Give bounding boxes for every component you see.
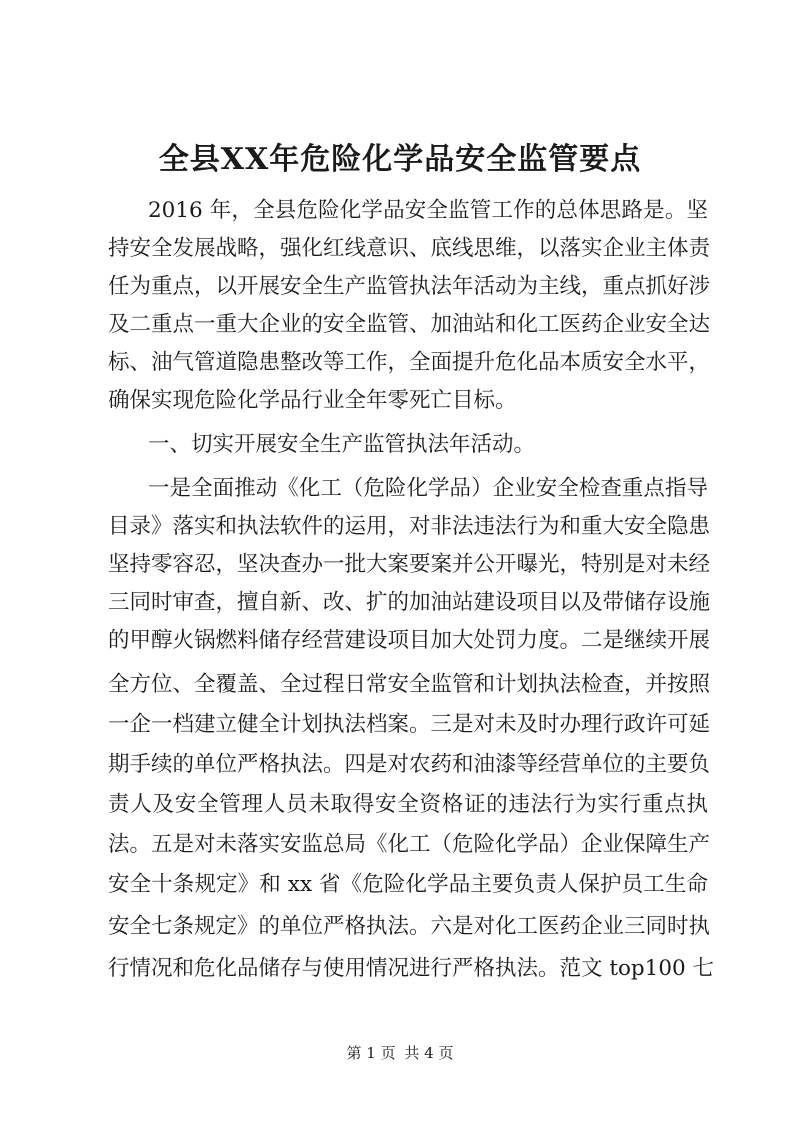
- body-line: 三同时审查，擅自新、改、扩的加油站建设项目以及带储存设施: [108, 590, 711, 615]
- body-line: 的甲醇火锅燃料储存经营建设项目加大处罚力度。二是继续开展: [108, 628, 711, 653]
- body-line: 全方位、全覆盖、全过程日常安全监管和计划执法检查，并按照: [108, 672, 711, 697]
- body-line: 安全十条规定》和 xx 省《危险化学品主要负责人保护员工生命: [108, 872, 708, 897]
- page-number: 第 1 页: [346, 1044, 396, 1062]
- body-line: 标、油气管道隐患整改等工作，全面提升危化品本质安全水平，: [108, 350, 711, 375]
- body-line: 2016 年，全县危险化学品安全监管工作的总体思路是。坚: [148, 198, 708, 223]
- body-line: 及二重点一重大企业的安全监管、加油站和化工医药企业安全达: [108, 312, 711, 337]
- body-line: 期手续的单位严格执法。四是对农药和油漆等经营单位的主要负: [108, 752, 711, 777]
- body-line: 坚持零容忍，坚决查办一批大案要案并公开曝光，特别是对未经: [108, 552, 711, 577]
- body-line: 一企一档建立健全计划执法档案。三是对未及时办理行政许可延: [108, 712, 711, 737]
- document-title: 全县XX年危险化学品安全监管要点: [158, 142, 642, 177]
- body-line: 任为重点，以开展安全生产监管执法年活动为主线，重点抓好涉: [108, 274, 711, 299]
- body-line: 法。五是对未落实安监总局《化工（危险化学品）企业保障生产: [108, 832, 711, 857]
- body-line: 安全七条规定》的单位严格执法。六是对化工医药企业三同时执: [108, 914, 711, 939]
- body-line: 确保实现危险化学品行业全年零死亡目标。: [108, 388, 517, 413]
- page-total: 共 4 页: [404, 1044, 454, 1062]
- body-line: 行情况和危化品储存与使用情况进行严格执法。范文 top100 七: [108, 956, 715, 981]
- body-line: 目录》落实和执法软件的运用，对非法违法行为和重大安全隐患: [108, 514, 711, 539]
- section-heading: 一、切实开展安全生产监管执法年活动。: [148, 432, 536, 457]
- body-line: 责人及安全管理人员未取得安全资格证的违法行为实行重点执: [108, 792, 708, 817]
- body-line: 持安全发展战略，强化红线意识、底线思维，以落实企业主体责: [108, 236, 711, 261]
- page-footer: [0, 1043, 800, 1063]
- body-line: 一是全面推动《化工（危险化学品）企业安全检查重点指导: [148, 476, 708, 501]
